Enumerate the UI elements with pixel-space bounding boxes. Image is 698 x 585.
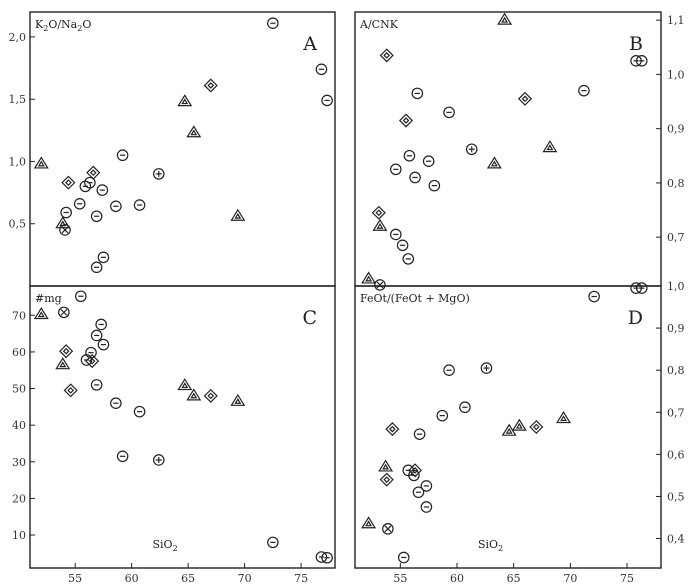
data-point-circle-17: [91, 380, 101, 390]
x-tick-label: 75: [620, 572, 634, 585]
data-point-tri-4: [557, 412, 570, 422]
x-tick-label: 65: [181, 572, 196, 585]
data-point-circle-14: [91, 330, 101, 340]
data-point-circle-17: [421, 502, 431, 512]
data-point-circle-17: [98, 252, 108, 262]
data-point-tri-2: [178, 95, 191, 105]
data-point-circle-19: [117, 451, 127, 461]
data-point-tri-0: [35, 158, 48, 168]
data-point-circle-18: [437, 410, 447, 420]
data-point-circle-20: [460, 402, 470, 412]
data-point-circle-23: [322, 553, 332, 563]
data-point-cross-9: [383, 524, 393, 534]
y-tick-label: 0,9: [667, 322, 685, 336]
panel-b: [355, 12, 685, 290]
x-tick-label: 70: [237, 572, 252, 585]
y-tick-label: 1,1: [667, 14, 685, 28]
y-tick-label: 0,4: [667, 532, 685, 546]
data-point-tri-0: [362, 517, 375, 527]
data-point-circle-10: [61, 207, 71, 217]
y-tick-label: 20: [12, 492, 26, 506]
data-point-circle-18: [111, 398, 121, 408]
y-tick-label: 0,7: [667, 406, 685, 420]
y-tick-label: 40: [12, 419, 26, 433]
data-point-circle-22: [316, 64, 326, 74]
data-point-tri-1: [374, 220, 387, 230]
data-point-tri-3: [187, 389, 200, 399]
data-point-tri-3: [498, 14, 511, 24]
x-tick-label: 60: [450, 572, 464, 585]
data-point-cross-9: [59, 307, 69, 317]
data-point-circle-21: [268, 18, 278, 28]
data-point-circle-21: [579, 85, 589, 95]
y-tick-label: 1,5: [8, 93, 26, 107]
data-point-circle-11: [76, 291, 86, 301]
y-tick-label: 70: [12, 309, 26, 323]
y-tick-label: 0,7: [667, 231, 685, 245]
panel-frame: [30, 286, 335, 568]
data-point-tri-1: [56, 358, 69, 368]
data-point-circle-16: [91, 262, 101, 272]
x-tick-label: 55: [68, 572, 83, 585]
y-tick-label: 0,8: [667, 176, 685, 190]
data-point-circle-17: [412, 88, 422, 98]
data-point-tri-3: [187, 126, 200, 136]
x-tick-label: 75: [294, 572, 309, 585]
data-point-circle-19: [117, 150, 127, 160]
data-point-tri-3: [513, 420, 526, 430]
panel-a: [9, 12, 336, 286]
data-point-circle-18: [111, 201, 121, 211]
panel-d: [355, 280, 685, 585]
y-tick-label: 50: [12, 382, 26, 396]
panel-letter: D: [627, 307, 643, 329]
y-axis-label: FeOt/(FeOt + MgO): [360, 292, 470, 305]
y-tick-label: 0,9: [667, 122, 685, 136]
x-axis-label: SiO$_2$: [152, 538, 178, 553]
panel-letter: C: [302, 307, 317, 329]
data-point-circle-13: [403, 254, 413, 264]
y-axis-label: $K_2O/Na_2O$: [35, 18, 92, 33]
data-point-circle-19: [429, 180, 439, 190]
data-point-circle-23: [322, 95, 332, 105]
data-point-plus-10: [154, 455, 164, 465]
data-point-diamond-5: [373, 207, 385, 219]
data-point-diamond-5: [60, 345, 72, 357]
data-point-diamond-5: [381, 473, 393, 485]
data-point-tri-1: [379, 461, 392, 471]
panel-letter: B: [629, 33, 643, 55]
data-point-diamond-8: [205, 390, 217, 402]
data-point-circle-16: [98, 339, 108, 349]
data-point-diamond-6: [381, 49, 393, 61]
y-axis-label: A/CNK: [360, 18, 398, 31]
data-point-circle-19: [444, 365, 454, 375]
data-point-circle-20: [134, 200, 144, 210]
y-tick-label: 1,0: [667, 280, 685, 293]
data-point-plus-10: [467, 144, 477, 154]
y-tick-label: 10: [12, 529, 26, 543]
data-point-circle-14: [404, 151, 414, 161]
data-point-plus-10: [481, 363, 491, 373]
panel-frame: [30, 12, 335, 286]
data-point-circle-21: [268, 537, 278, 547]
y-tick-label: 0,6: [667, 448, 685, 462]
panel-letter: A: [303, 33, 317, 55]
data-point-circle-11: [75, 199, 85, 209]
y-tick-label: 60: [12, 345, 26, 359]
data-point-tri-4: [544, 141, 557, 151]
y-tick-label: 0,8: [667, 364, 685, 378]
data-point-circle-14: [91, 211, 101, 221]
data-point-tri-0: [362, 273, 375, 283]
data-point-plus-9: [154, 169, 164, 179]
y-tick-label: 0,5: [8, 217, 26, 231]
data-point-cross-8: [60, 225, 70, 235]
data-point-circle-12: [397, 240, 407, 250]
data-point-diamond-7: [400, 114, 412, 126]
data-point-tri-2: [178, 379, 191, 389]
data-point-circle-16: [421, 481, 431, 491]
y-tick-label: 1,0: [8, 155, 26, 169]
data-point-circle-20: [134, 406, 144, 416]
x-axis-label: SiO$_2$: [478, 538, 504, 553]
y-tick-label: 30: [12, 455, 26, 469]
data-point-diamond-8: [519, 93, 531, 105]
y-tick-label: 0,5: [667, 490, 685, 504]
data-point-tri-1: [56, 217, 69, 227]
data-point-circle-15: [414, 429, 424, 439]
data-point-circle-15: [97, 185, 107, 195]
x-tick-label: 60: [124, 572, 139, 585]
data-point-diamond-6: [64, 384, 76, 396]
data-point-circle-11: [391, 229, 401, 239]
data-point-circle-15: [96, 319, 106, 329]
x-tick-label: 55: [393, 572, 408, 585]
data-point-circle-13: [85, 177, 95, 187]
data-point-circle-15: [391, 164, 401, 174]
data-point-diamond-8: [530, 421, 542, 433]
data-point-circle-16: [410, 172, 420, 182]
x-tick-label: 65: [506, 572, 521, 585]
data-point-diamond-7: [205, 79, 217, 91]
data-point-tri-2: [488, 158, 501, 168]
data-point-circle-11: [399, 552, 409, 562]
y-tick-label: 2,0: [8, 30, 26, 44]
data-point-diamond-6: [386, 423, 398, 435]
panel-c: [12, 286, 335, 585]
data-point-circle-20: [444, 107, 454, 117]
data-point-circle-18: [423, 156, 433, 166]
data-point-cross-9: [375, 280, 385, 290]
data-point-circle-21: [589, 291, 599, 301]
data-point-diamond-5: [62, 176, 74, 188]
y-tick-label: 1,0: [667, 68, 685, 82]
data-point-tri-4: [231, 210, 244, 220]
x-tick-label: 70: [563, 572, 578, 585]
data-point-tri-4: [231, 395, 244, 405]
y-axis-label: #mg: [35, 292, 62, 305]
data-point-tri-0: [35, 308, 48, 318]
